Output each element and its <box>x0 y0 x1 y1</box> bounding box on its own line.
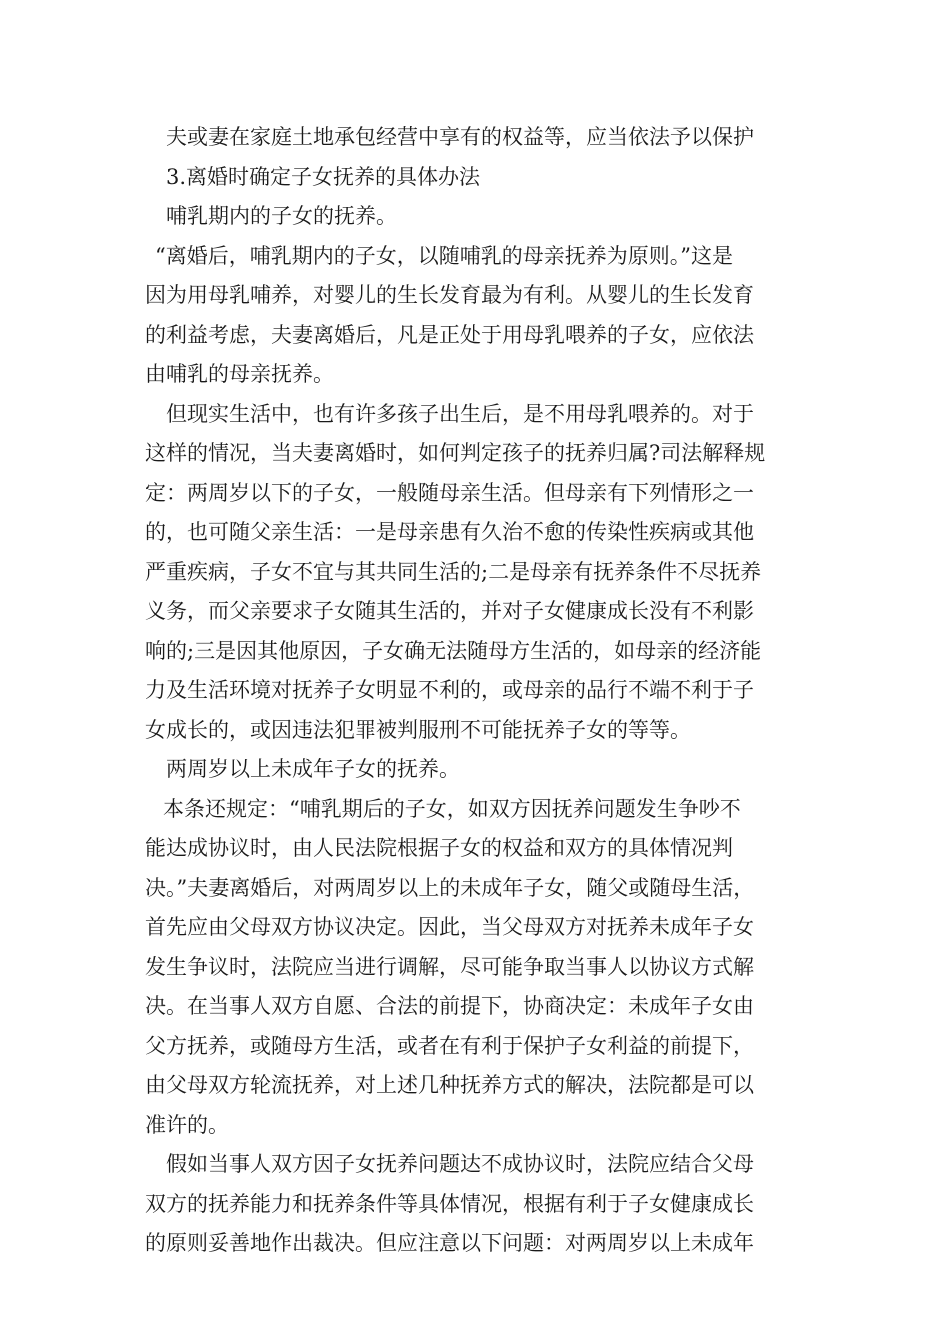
text-line: 力及生活环境对抚养子女明显不利的，或母亲的品行不端不利于子 <box>145 678 754 702</box>
text-line: 发生争议时，法院应当进行调解，尽可能争取当事人以协议方式解 <box>145 954 754 979</box>
text-line: 能达成协议时，由人民法院根据子女的权益和双方的具体情况判 <box>145 836 733 860</box>
text-line: 首先应由父母双方协议决定。因此，当父母双方对抚养未成年子女 <box>145 915 754 939</box>
text-line: 两周岁以上未成年子女的抚养。 <box>166 757 460 781</box>
text-line: 响的;三是因其他原因，子女确无法随母方生活的，如母亲的经济能 <box>145 638 762 663</box>
text-line: 的原则妥善地作出裁决。但应注意以下问题：对两周岁以上未成年 <box>145 1231 754 1255</box>
text-line: 的，也可随父亲生活：一是母亲患有久治不愈的传染性疾病或其他 <box>145 520 754 544</box>
text-line: 严重疾病，子女不宜与其共同生活的;二是母亲有抚养条件不尽抚养 <box>145 559 762 584</box>
section-heading: 3.离婚时确定子女抚养的具体办法 <box>166 164 481 189</box>
document-body <box>145 118 825 1264</box>
text-line: 假如当事人双方因子女抚养问题达不成协议时，法院应结合父母 <box>166 1152 754 1176</box>
text-line: 准许的。 <box>145 1112 229 1137</box>
text-line: 决。”夫妻离婚后，对两周岁以上的未成年子女，随父或随母生活， <box>145 875 755 900</box>
text-line: 因为用母乳哺养，对婴儿的生长发育最为有利。从婴儿的生长发育 <box>145 283 754 307</box>
text-line: 的利益考虑，夫妻离婚后，凡是正处于用母乳喂养的子女，应依法 <box>145 322 754 347</box>
text-line: 本条还规定：“哺乳期后的子女，如双方因抚养问题发生争吵不 <box>163 796 741 821</box>
text-line: “离婚后，哺乳期内的子女，以随哺乳的母亲抚养为原则。”这是 <box>155 243 733 268</box>
text-line: 由哺乳的母亲抚养。 <box>145 362 334 386</box>
text-line: 哺乳期内的子女的抚养。 <box>166 204 397 228</box>
text-line: 定：两周岁以下的子女，一般随母亲生活。但母亲有下列情形之一 <box>145 480 754 505</box>
text-line: 义务，而父亲要求子女随其生活的，并对子女健康成长没有不利影 <box>145 599 754 623</box>
text-line: 父方抚养，或随母方生活，或者在有利于保护子女利益的前提下， <box>145 1033 754 1058</box>
text-line: 但现实生活中，也有许多孩子出生后，是不用母乳喂养的。对于 <box>166 401 754 426</box>
text-line: 由父母双方轮流抚养，对上述几种抚养方式的解决，法院都是可以 <box>145 1073 754 1097</box>
text-line: 决。在当事人双方自愿、合法的前提下，协商决定：未成年子女由 <box>145 994 754 1018</box>
text-line: 夫或妻在家庭土地承包经营中享有的权益等，应当依法予以保护 <box>166 125 754 149</box>
text-line: 这样的情况，当夫妻离婚时，如何判定孩子的抚养归属?司法解释规 <box>145 441 766 465</box>
text-line: 双方的抚养能力和抚养条件等具体情况，根据有利于子女健康成长 <box>145 1191 754 1216</box>
text-line: 女成长的，或因违法犯罪被判服刑不可能抚养子女的等等。 <box>145 717 691 742</box>
